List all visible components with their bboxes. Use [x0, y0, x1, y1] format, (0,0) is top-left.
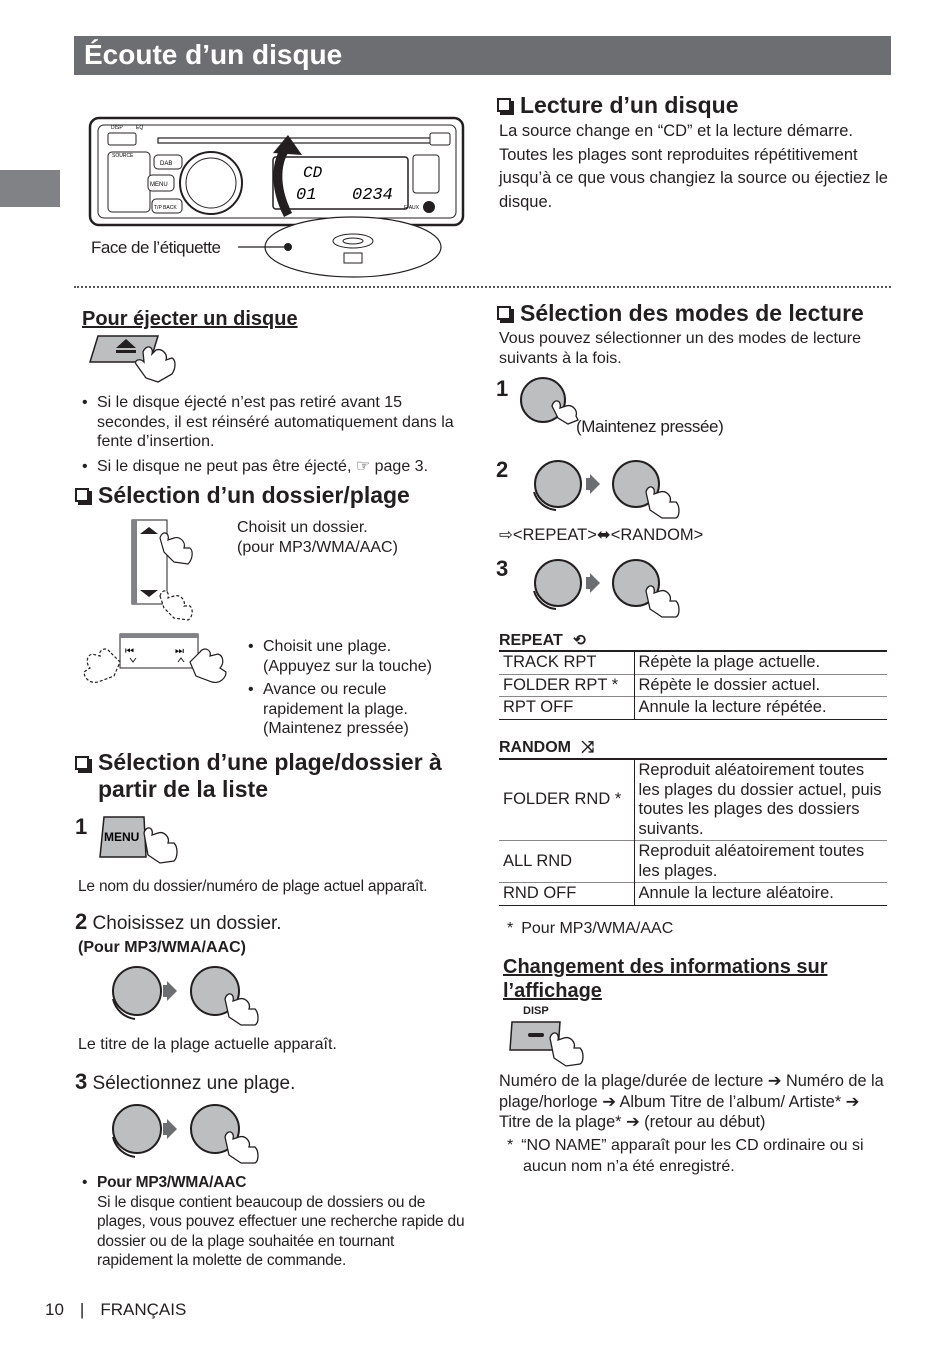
- list-item: • Choisit une plage. (Appuyez sur la touche): [248, 637, 463, 676]
- source-label: SOURCE: [112, 153, 134, 159]
- knob-turn-icon: [105, 963, 265, 1028]
- step-number: 1: [75, 814, 88, 839]
- table-row: FOLDER RND * Reproduit aléatoirement toutes les plages du dossier actuel, puis toutes les plages des dossiers suivants.: [499, 759, 887, 841]
- modes-intro: Vous pouvez sélectionner un des modes de lecture suivants à la fois.: [499, 330, 862, 367]
- page-title: Écoute d’un disque: [74, 36, 891, 75]
- menu-label: MENU: [104, 830, 140, 844]
- table-row: FOLDER RPT * Répète le dossier actuel.: [499, 674, 887, 697]
- eq-small-label: EQ: [136, 125, 144, 131]
- knob-turn-icon: [105, 1101, 265, 1166]
- repeat-label: REPEAT ⟲: [499, 632, 586, 649]
- bullet-text: Si le disque contient beaucoup de dossiers ou de plages, vous pouvez effectuer une recherche rapide du dossier ou de la plage souhaitée en tournant rapidement la molette de commande.: [97, 1193, 465, 1269]
- lcd-track: 01: [296, 186, 317, 205]
- step-number: 2: [496, 457, 509, 482]
- table-row: RPT OFF Annule la lecture répétée.: [499, 697, 887, 720]
- faux-label: F-AUX: [404, 205, 419, 211]
- heading-liste: Sélection d’une plage/dossier à partir de la liste: [75, 749, 475, 803]
- step3-row: 3 Sélectionnez une plage.: [75, 1069, 296, 1094]
- list-item: • Avance ou recule rapidement la plage. (Maintenez pressée): [248, 680, 463, 739]
- side-tab: [0, 170, 60, 207]
- repeat-table: [499, 650, 887, 720]
- random-table: [499, 758, 887, 906]
- lcd-time: 0234: [352, 186, 393, 205]
- heading-modes: Sélection des modes de lecture: [497, 300, 864, 327]
- svg-text:⏭: ⏭: [175, 646, 184, 657]
- page-number: 10: [45, 1300, 64, 1319]
- footer: [45, 1300, 186, 1320]
- menu-button-icon: [98, 813, 193, 873]
- knob-turn-icon: [528, 557, 688, 622]
- modes-footnote: * Pour MP3/WMA/AAC: [507, 920, 674, 937]
- menu-small-label: MENU: [150, 182, 168, 188]
- liste-bullet: [82, 1173, 467, 1271]
- eject-button-icon: [88, 334, 183, 384]
- step-number: 3: [496, 556, 509, 581]
- mode-cycle: ⇨<REPEAT>⬌<RANDOM>: [499, 526, 704, 544]
- random-label: RANDOM ⤨: [499, 739, 595, 756]
- table-row: TRACK RPT Répète la plage actuelle.: [499, 651, 887, 674]
- table-row: ALL RND Reproduit aléatoirement toutes les plages.: [499, 841, 887, 883]
- step1-note: Le nom du dossier/numéro de plage actuel apparaît.: [78, 878, 428, 895]
- repeat-icon: ⟲: [573, 632, 586, 649]
- hold-text: (Maintenez pressée): [576, 417, 724, 436]
- folder-updown-icon: [130, 518, 210, 618]
- folder-text: Choisit un dossier. (pour MP3/WMA/AAC): [237, 519, 398, 556]
- ejecter-bullets: [82, 393, 472, 476]
- disp-small-label: DISP: [111, 125, 123, 131]
- step2-row: 2 Choisissez un dossier.: [75, 909, 282, 934]
- lcd-source: CD: [303, 164, 323, 182]
- knob-turn-icon: [528, 458, 688, 523]
- label-face-text: Face de l’étiquette: [91, 238, 221, 257]
- heading-dossier: Sélection d’un dossier/plage: [75, 482, 410, 509]
- step-number: 1: [496, 376, 509, 401]
- heading-affichage: Changement des informations sur l’affichage: [503, 956, 828, 1002]
- affichage-text: Numéro de la plage/durée de lecture ➔ Numéro de la plage/horloge ➔ Album Titre de l’album/ Artiste* ➔ Titre de la plage* ➔ (retour au début): [499, 1072, 884, 1131]
- heading-ejecter: Pour éjecter un disque: [82, 308, 298, 330]
- track-bullets: [248, 637, 463, 739]
- table-row: RND OFF Annule la lecture aléatoire.: [499, 883, 887, 906]
- affichage-footnote: * “NO NAME” apparaît pour les CD ordinaire ou si aucun nom n’a été enregistré.: [507, 1137, 864, 1175]
- tp-back-label: T/P BACK: [154, 205, 177, 211]
- step2-note: Le titre de la plage actuelle apparaît.: [78, 1036, 337, 1053]
- footer-language: FRANÇAIS: [100, 1300, 187, 1319]
- shuffle-icon: ⤨: [581, 739, 595, 756]
- disp-label: DISP: [523, 1005, 549, 1017]
- dab-label: DAB: [160, 161, 173, 167]
- lecture-text: La source change en “CD” et la lecture démarre. Toutes les plages sont reproduites répétitivement jusqu’à ce que vous changiez la source ou éjectiez le disque.: [499, 122, 888, 211]
- bullet-title: Pour MP3/WMA/AAC: [97, 1174, 247, 1191]
- list-item: • Si le disque ne peut pas être éjecté, ☞ page 3.: [82, 457, 472, 477]
- track-skip-icon: [80, 632, 240, 687]
- dotted-separator: [74, 286, 891, 288]
- heading-lecture: Lecture d’un disque: [497, 92, 739, 119]
- footer-separator: |: [79, 1300, 85, 1319]
- svg-text:⏮: ⏮: [125, 646, 134, 657]
- list-item: • Si le disque éjecté n’est pas retiré avant 15 secondes, il est réinséré automatiquement dans la fente d’insertion.: [82, 393, 472, 452]
- disp-button-icon: [508, 1018, 603, 1068]
- step2-sub: (Pour MP3/WMA/AAC): [78, 939, 246, 956]
